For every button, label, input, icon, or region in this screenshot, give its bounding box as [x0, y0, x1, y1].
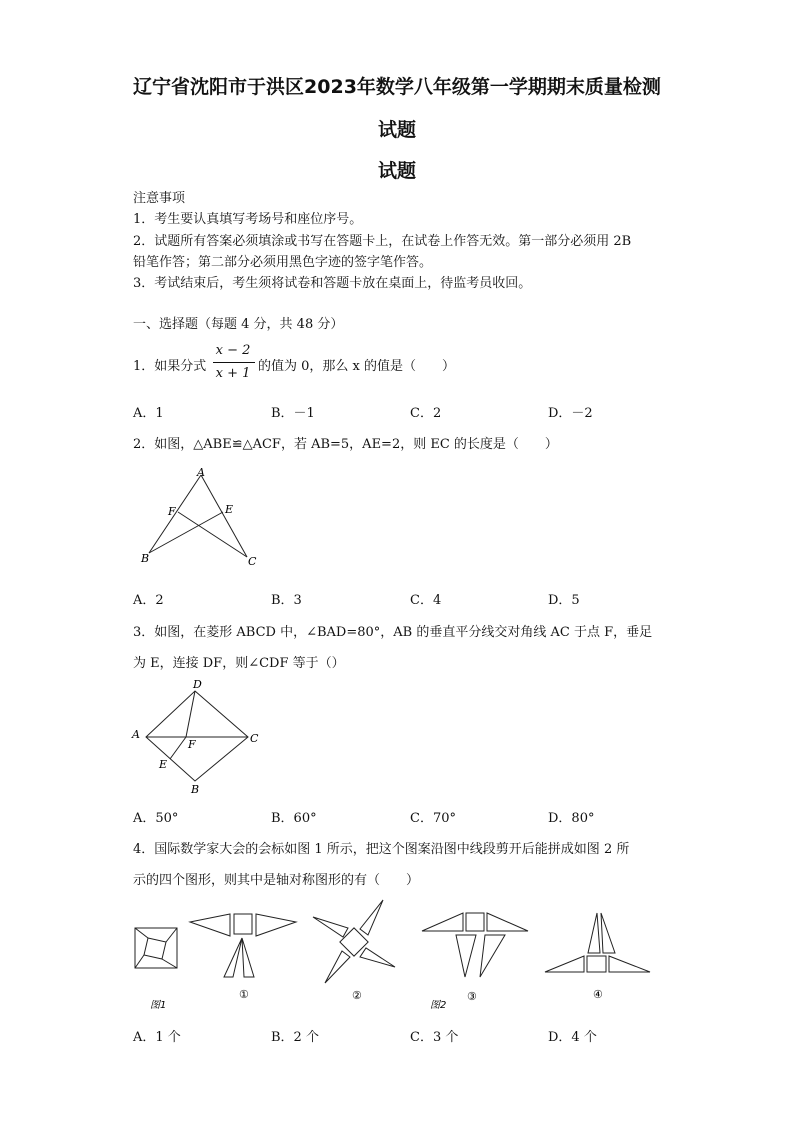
q4-option-c: C．3 个 — [410, 1030, 459, 1045]
figure-circle-2 — [313, 900, 395, 983]
q3-label-b: B — [191, 783, 200, 796]
notice-item-3: 3．考试结束后，考生须将试卷和答题卡放在桌面上，待监考员收回。 — [133, 276, 532, 291]
q4-text-a: 4．国际数学家大会的会标如图 1 所示，把这个图案沿图中线段剪开后能拼成如图 2 所 — [133, 842, 630, 857]
notice-item-2a: 2．试题所有答案必须填涂或书写在答题卡上，在试卷上作答无效。第一部分必须用 2B — [133, 234, 632, 249]
q3-option-d: D．80° — [548, 811, 595, 826]
q2-label-a: A — [197, 466, 205, 479]
notice-item-2b: 铅笔作答；第二部分必须用黑色字迹的签字笔作答。 — [133, 255, 433, 270]
q2-option-a: A．2 — [133, 593, 164, 608]
q1-suffix: 的值为 0，那么 x 的值是（ ） — [258, 359, 455, 374]
q3-option-b: B．60° — [271, 811, 317, 826]
q3-label-f: F — [188, 738, 196, 751]
q4-option-a: A．1 个 — [133, 1030, 181, 1045]
q1-denominator: x + 1 — [215, 366, 251, 381]
figure-1-label: 图1 — [150, 1000, 167, 1011]
q1-option-c: C．2 — [410, 406, 442, 421]
q1-numerator: x − 2 — [215, 343, 251, 358]
q2-option-d: D．5 — [548, 593, 580, 608]
page-title: 辽宁省沈阳市于洪区2023年数学八年级第一学期期末质量检测 — [133, 76, 661, 98]
q1-fraction-bar — [213, 362, 255, 363]
q4-option-b: B．2 个 — [271, 1030, 319, 1045]
q3-label-e: E — [159, 758, 168, 771]
notice-item-1: 1．考生要认真填写考场号和座位序号。 — [133, 212, 363, 227]
q2-option-b: B．3 — [271, 593, 302, 608]
figure-circle-1-label: ① — [239, 988, 249, 1001]
q2-label-b: B — [141, 552, 150, 565]
q2-text: 2．如图，△ABE≌△ACF，若 AB=5，AE=2，则 EC 的长度是（ ） — [133, 437, 558, 452]
q4-figures — [130, 895, 660, 1015]
q3-option-a: A．50° — [133, 811, 179, 826]
q1-option-a: A．1 — [133, 406, 164, 421]
q2-label-c: C — [248, 555, 257, 568]
page-subtitle: 试题 — [377, 119, 416, 141]
q3-text-b: 为 E，连接 DF，则∠CDF 等于（） — [133, 656, 345, 671]
q1-option-b: B．－1 — [271, 406, 315, 421]
section-heading: 一、选择题（每题 4 分，共 48 分） — [133, 317, 344, 332]
q3-label-d: D — [193, 678, 202, 691]
q4-option-d: D．4 个 — [548, 1030, 597, 1045]
figure-circle-4 — [545, 913, 650, 972]
figure-circle-3-label: ③ — [467, 990, 477, 1003]
q3-option-c: C．70° — [410, 811, 456, 826]
notice-heading: 注意事项 — [133, 191, 186, 206]
figure-1-square-logo — [135, 928, 177, 968]
q2-option-c: C．4 — [410, 593, 442, 608]
q3-label-a: A — [132, 728, 140, 741]
q2-label-e: E — [225, 503, 234, 516]
q1-prefix: 1．如果分式 — [133, 359, 207, 374]
q3-rhombus-figure — [128, 675, 268, 797]
figure-circle-3 — [422, 913, 528, 977]
q2-label-f: F — [168, 505, 176, 518]
q4-text-b: 示的四个图形，则其中是轴对称图形的有（ ） — [133, 873, 420, 888]
q1-option-d: D．－2 — [548, 406, 593, 421]
figure-2-label: 图2 — [430, 1000, 447, 1011]
q2-triangle-figure — [135, 465, 265, 570]
figure-circle-2-label: ② — [352, 989, 362, 1002]
q3-label-c: C — [250, 732, 259, 745]
figure-circle-1 — [190, 914, 296, 977]
figure-circle-4-label: ④ — [593, 988, 603, 1001]
q3-text-a: 3．如图，在菱形 ABCD 中，∠BAD=80°，AB 的垂直平分线交对角线 AC 于点 F，垂足 — [133, 625, 653, 640]
page-subtitle-repeat: 试题 — [377, 160, 416, 182]
